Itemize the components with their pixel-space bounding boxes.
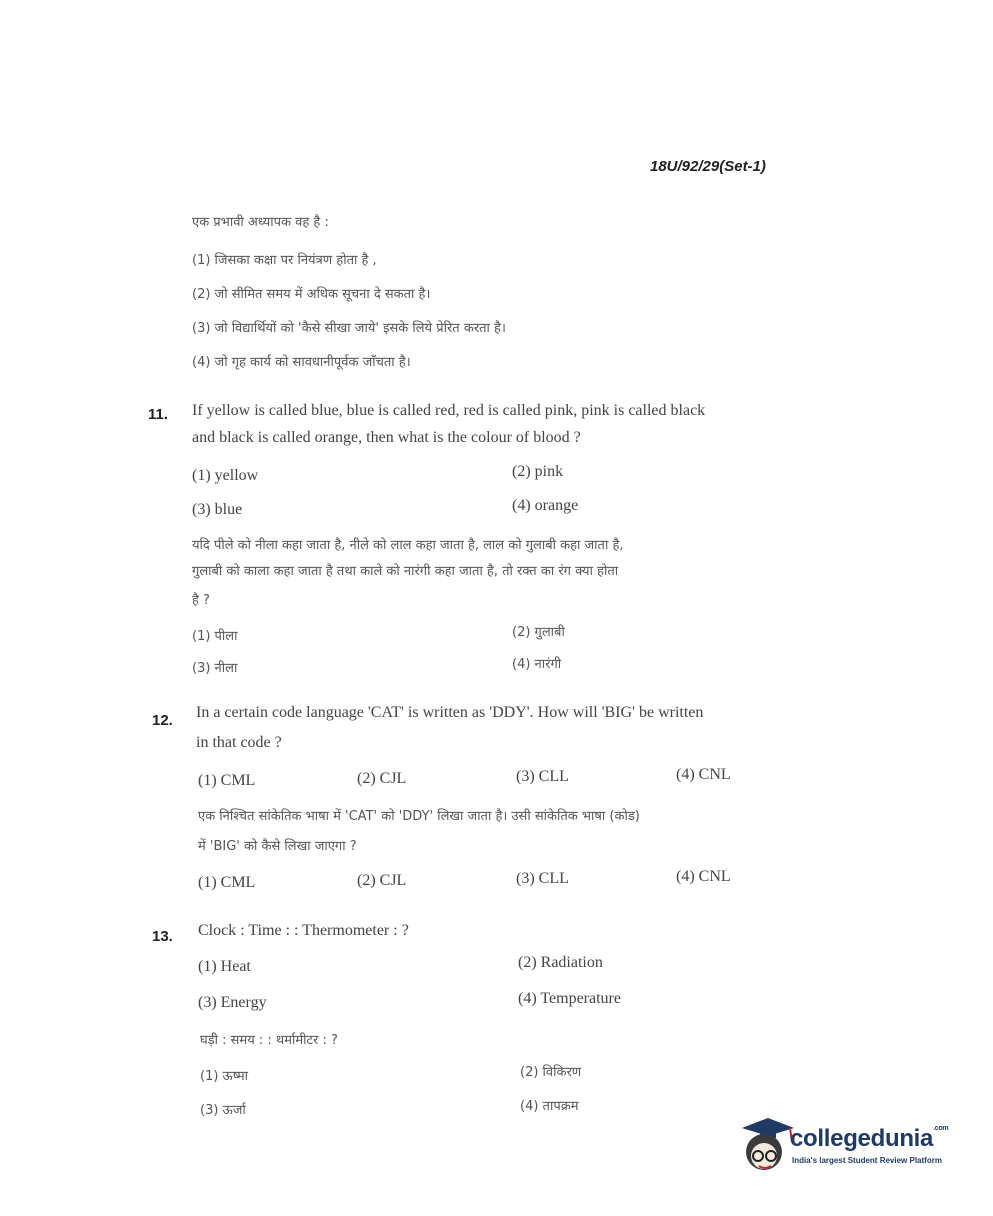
- q13-hindi-option-3: (3) ऊर्जा: [200, 1103, 246, 1118]
- brand-suffix: .com: [933, 1125, 949, 1132]
- q11-hindi-option-4: (4) नारंगी: [512, 657, 562, 672]
- q11-stem-line-2: and black is called orange, then what is the colour of blood ?: [192, 429, 581, 446]
- q11-number: 11.: [148, 406, 169, 423]
- q13-option-1: (1) Heat: [198, 958, 251, 975]
- q10-hindi-option-1: (1) जिसका कक्षा पर नियंत्रण होता है ,: [192, 253, 377, 268]
- q11-hindi-line-1: यदि पीले को नीला कहा जाता है, नीले को लाल कहा जाता है, लाल को गुलाबी कहा जाता है,: [192, 538, 624, 553]
- q11-option-1: (1) yellow: [192, 467, 259, 484]
- q10-hindi-stem: एक प्रभावी अध्यापक वह है :: [192, 215, 329, 230]
- q11-hindi-option-3: (3) नीला: [192, 661, 238, 676]
- q13-hindi-option-4: (4) तापक्रम: [520, 1099, 579, 1114]
- brand-name: collegedunia: [790, 1125, 934, 1152]
- q11-option-4: (4) orange: [512, 497, 579, 514]
- q12-number: 12.: [152, 712, 173, 729]
- q11-option-3: (3) blue: [192, 501, 243, 518]
- q12-option-3: (3) CLL: [516, 768, 569, 785]
- q13-hindi-option-1: (1) ऊष्मा: [200, 1069, 249, 1084]
- q11-hindi-option-1: (1) पीला: [192, 629, 238, 644]
- q10-hindi-option-2: (2) जो सीमित समय में अधिक सूचना दे सकता है।: [192, 287, 431, 302]
- q12-hindi-option-3: (3) CLL: [516, 870, 569, 887]
- q12-option-1: (1) CML: [198, 772, 256, 789]
- q11-hindi-line-2: गुलाबी को काला कहा जाता है तथा काले को नारंगी कहा जाता है, तो रक्त का रंग क्या होता: [192, 564, 619, 579]
- q12-option-4: (4) CNL: [676, 766, 731, 783]
- q13-option-3: (3) Energy: [198, 994, 267, 1011]
- q13-number: 13.: [152, 928, 173, 945]
- q11-hindi-line-3: है ?: [192, 593, 210, 608]
- paper-code: 18U/92/29(Set-1): [650, 158, 766, 175]
- q12-stem-line-2: in that code ?: [196, 734, 282, 751]
- q12-hindi-option-4: (4) CNL: [676, 868, 731, 885]
- collegedunia-tagline: India's largest Student Review Platform: [792, 1156, 942, 1165]
- q12-hindi-option-1: (1) CML: [198, 874, 256, 891]
- q12-hindi-option-2: (2) CJL: [357, 872, 407, 889]
- q11-hindi-option-2: (2) गुलाबी: [512, 625, 565, 640]
- q13-stem: Clock : Time : : Thermometer : ?: [198, 922, 409, 939]
- q13-hindi-stem: घड़ी : समय : : थर्मामीटर : ?: [200, 1033, 338, 1048]
- q13-hindi-option-2: (2) विकिरण: [520, 1065, 582, 1080]
- q10-hindi-option-3: (3) जो विद्यार्थियों को 'कैसे सीखा जाये' इसके लिये प्रेरित करता है।: [192, 321, 506, 336]
- q13-option-2: (2) Radiation: [518, 954, 603, 971]
- q10-hindi-option-4: (4) जो गृह कार्य को सावधानीपूर्वक जाँचता है।: [192, 355, 411, 370]
- q12-hindi-line-1: एक निश्चित सांकेतिक भाषा में 'CAT' को 'DDY' लिखा जाता है। उसी सांकेतिक भाषा (कोड): [198, 809, 640, 824]
- collegedunia-wordmark: [790, 1125, 948, 1153]
- q12-hindi-line-2: में 'BIG' को कैसे लिखा जाएगा ?: [198, 839, 357, 854]
- q13-option-4: (4) Temperature: [518, 990, 621, 1007]
- q12-option-2: (2) CJL: [357, 770, 407, 787]
- q11-stem-line-1: If yellow is called blue, blue is called red, red is called pink, pink is called black: [192, 402, 706, 419]
- q12-stem-line-1: In a certain code language 'CAT' is written as 'DDY'. How will 'BIG' be written: [196, 704, 704, 721]
- q11-option-2: (2) pink: [512, 463, 564, 480]
